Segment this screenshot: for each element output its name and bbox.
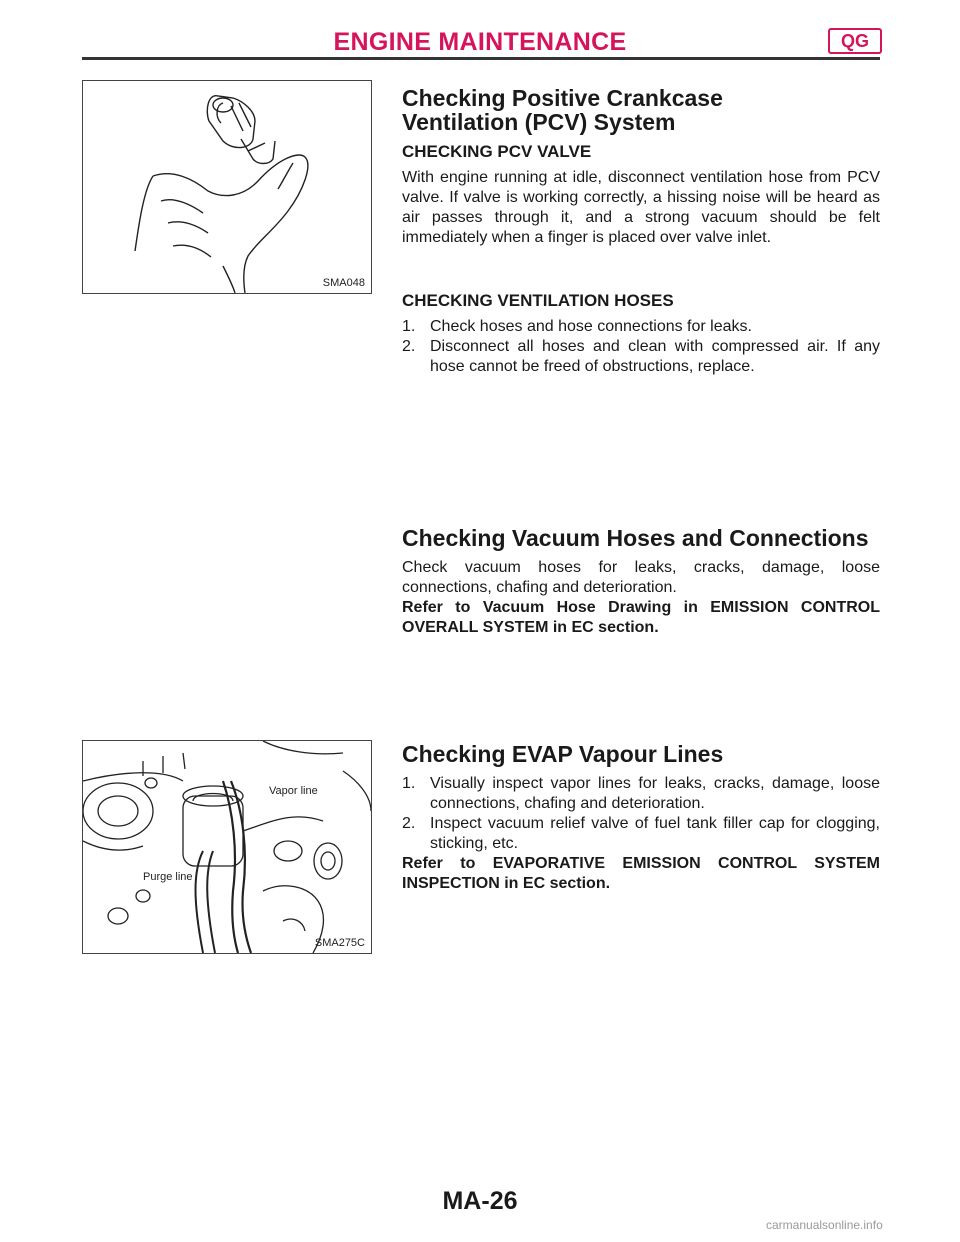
header-title: ENGINE MAINTENANCE <box>333 28 627 56</box>
list-item: 1. Visually inspect vapor lines for leaks, cracks, damage, loose connections, chafing and deterioration. <box>402 775 880 812</box>
section-title: Checking Vacuum Hoses and Connections <box>402 525 869 551</box>
section-vacuum-hoses <box>402 526 880 638</box>
section-ventilation-hoses <box>402 291 880 377</box>
evap-lines-illustration <box>83 741 371 953</box>
section-title: Checking Positive Crankcase Ventilation (PCV) System <box>402 85 723 135</box>
page-number: MA-26 <box>442 1187 518 1215</box>
section-title: Checking EVAP Vapour Lines <box>402 741 724 767</box>
paragraph: With engine running at idle, disconnect ventilation hose from PCV valve. If valve is working correctly, a hissing noise will be heard as air passes through it, and a strong vacuum should be felt immediately when a finger is placed over valve inlet. <box>402 169 880 246</box>
subsection-title: CHECKING VENTILATION HOSES <box>402 291 674 310</box>
note: Refer to Vacuum Hose Drawing in EMISSION CONTROL OVERALL SYSTEM in EC section. <box>402 599 880 636</box>
pcv-valve-illustration <box>83 81 371 293</box>
figure-evap-lines <box>82 740 372 954</box>
figure-id: SMA275C <box>314 937 365 949</box>
header-rule <box>82 57 880 60</box>
header-badge: QG <box>828 28 882 54</box>
note: Refer to EVAPORATIVE EMISSION CONTROL SYSTEM INSPECTION in EC section. <box>402 855 880 892</box>
section-pcv-system <box>402 86 880 248</box>
list-item: 1. Check hoses and hose connections for leaks. <box>402 318 752 335</box>
watermark: carmanualsonline.info <box>766 1218 883 1232</box>
label-purge-line: Purge line <box>143 871 193 883</box>
section-evap-lines <box>402 742 880 894</box>
figure-pcv-valve <box>82 80 372 294</box>
numbered-list <box>402 774 880 854</box>
label-vapor-line: Vapor line <box>269 785 318 797</box>
list-item: 2. Inspect vacuum relief valve of fuel tank filler cap for clogging, sticking, etc. <box>402 815 880 852</box>
subsection-title: CHECKING PCV VALVE <box>402 142 592 161</box>
list-item: 2. Disconnect all hoses and clean with compressed air. If any hose cannot be freed of obstructions, replace. <box>402 338 880 375</box>
numbered-list <box>402 317 880 377</box>
figure-id: SMA048 <box>322 277 365 289</box>
paragraph: Check vacuum hoses for leaks, cracks, damage, loose connections, chafing and deterioration. <box>402 559 880 596</box>
